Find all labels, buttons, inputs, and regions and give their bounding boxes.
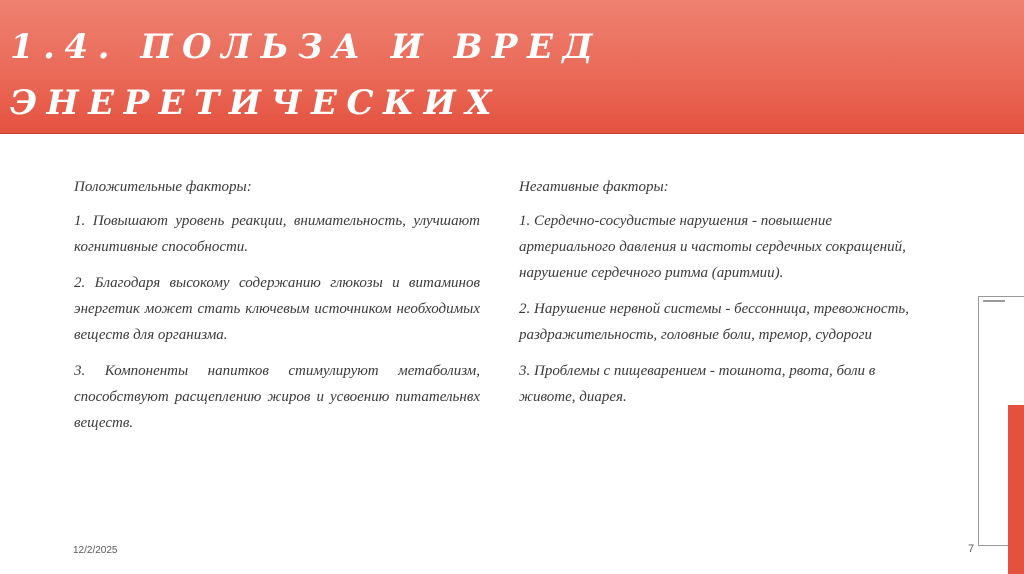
positive-factor-item: 2. Благодаря высокому содержанию глюкозы и витаминов энергетик может стать ключевым источником необходимых веществ для организма. xyxy=(74,275,480,343)
positive-factor-item: 1. Повышают уровень реакции, внимательность, улучшают когнитивные способности. xyxy=(74,213,480,255)
negative-factors-column xyxy=(519,176,925,420)
positive-factors-column xyxy=(74,176,480,446)
slide-title xyxy=(10,19,1010,187)
side-accent-bar xyxy=(1008,405,1024,574)
positive-factors-heading: Положительные факторы: xyxy=(74,179,252,195)
page-number: 7 xyxy=(968,543,975,555)
slide-title-line-1: 1.4. ПОЛЬЗА И ВРЕД ЭНЕРЕТИЧЕСКИХ xyxy=(10,27,603,123)
footer-date: 12/2/2025 xyxy=(73,545,118,556)
negative-factor-item: 3. Проблемы с пищеварением - тошнота, рвота, боли в животе, диарея. xyxy=(519,363,876,405)
negative-factor-item: 2. Нарушение нервной системы - бессонница, тревожность, раздражительность, головные боли, тремор, судороги xyxy=(519,301,909,343)
slide-title-line-2: НАПИТКОВ xyxy=(10,139,325,179)
positive-factor-item: 3. Компоненты напитков стимулируют метаболизм, способствуют расщеплению жиров и усвоению питательнвх веществ. xyxy=(74,363,480,431)
negative-factors-heading: Негативные факторы: xyxy=(519,179,669,195)
side-panel-mark xyxy=(983,300,1005,302)
negative-factor-item: 1. Сердечно-сосудистые нарушения - повышение артериального давления и частоты сердечных сокращений, нарушение сердечного ритма (аритмии). xyxy=(519,213,906,281)
